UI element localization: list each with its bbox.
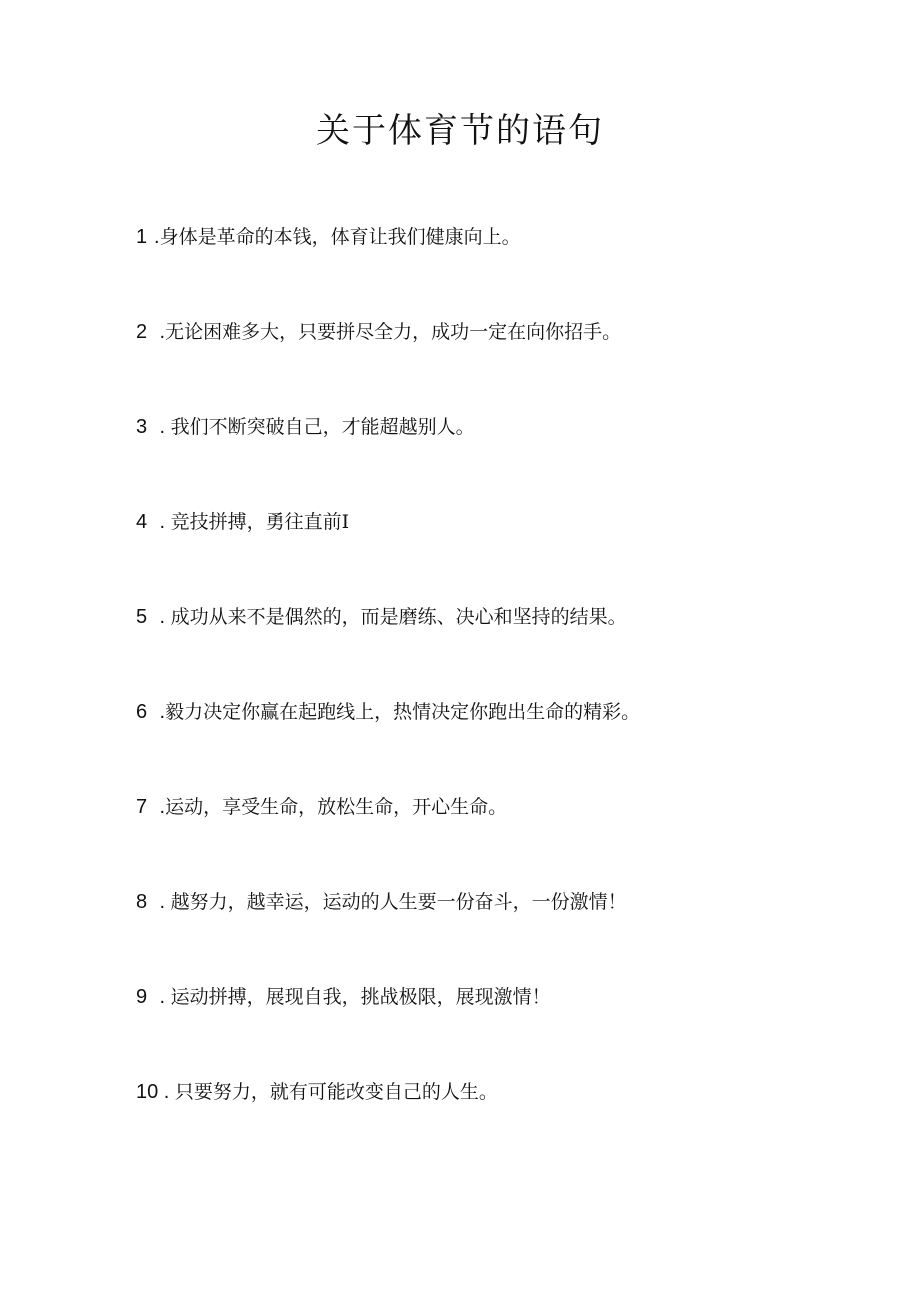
item-number: 6 [136, 701, 148, 723]
item-text: 越努力，越幸运，运动的人生要一份奋斗，一份激情！ [170, 891, 627, 913]
list-item [136, 788, 836, 883]
item-separator: . [154, 226, 160, 248]
item-separator: . [154, 891, 171, 913]
item-text: 无论困难多大，只要拼尽全力，成功一定在向你招手。 [165, 321, 622, 343]
list-item [136, 693, 836, 788]
item-text: 运动，享受生命，放松生命，开心生命。 [165, 796, 508, 818]
item-number: 5 [136, 606, 148, 628]
item-separator: . [154, 606, 171, 628]
list-item [136, 313, 836, 408]
item-separator: . [158, 1081, 175, 1103]
item-text: 我们不断突破自己，才能超越别人。 [170, 416, 475, 438]
item-separator: . [154, 416, 171, 438]
item-number: 2 [136, 321, 148, 343]
list-item [136, 978, 836, 1073]
list-item [136, 1073, 836, 1168]
item-separator: . [154, 321, 166, 343]
item-text: 运动拼搏，展现自我，挑战极限，展现激情！ [170, 986, 551, 1008]
item-number: 3 [136, 416, 148, 438]
item-number: 4 [136, 511, 148, 533]
item-number: 1 [136, 226, 148, 248]
list-item [136, 503, 836, 598]
item-text: 只要努力，就有可能改变自己的人生。 [174, 1081, 498, 1103]
page-title: 关于体育节的语句 [316, 111, 604, 151]
item-number: 10 [136, 1081, 159, 1103]
item-separator: . [154, 796, 166, 818]
item-text: 毅力决定你赢在起跑线上，热情决定你跑出生命的精彩。 [165, 701, 641, 723]
item-text: 成功从来不是偶然的，而是磨练、决心和坚持的结果。 [170, 606, 627, 628]
quote-list [136, 218, 836, 1168]
item-number: 9 [136, 986, 148, 1008]
item-separator: . [154, 986, 171, 1008]
item-text: 身体是革命的本钱，体育让我们健康向上。 [159, 226, 521, 248]
list-item [136, 218, 836, 313]
item-separator: . [154, 701, 166, 723]
item-separator: . [154, 511, 171, 533]
item-number: 7 [136, 796, 148, 818]
item-text: 竞技拼搏，勇往直前I [170, 511, 350, 533]
list-item [136, 598, 836, 693]
item-number: 8 [136, 891, 148, 913]
list-item [136, 883, 836, 978]
list-item [136, 408, 836, 503]
